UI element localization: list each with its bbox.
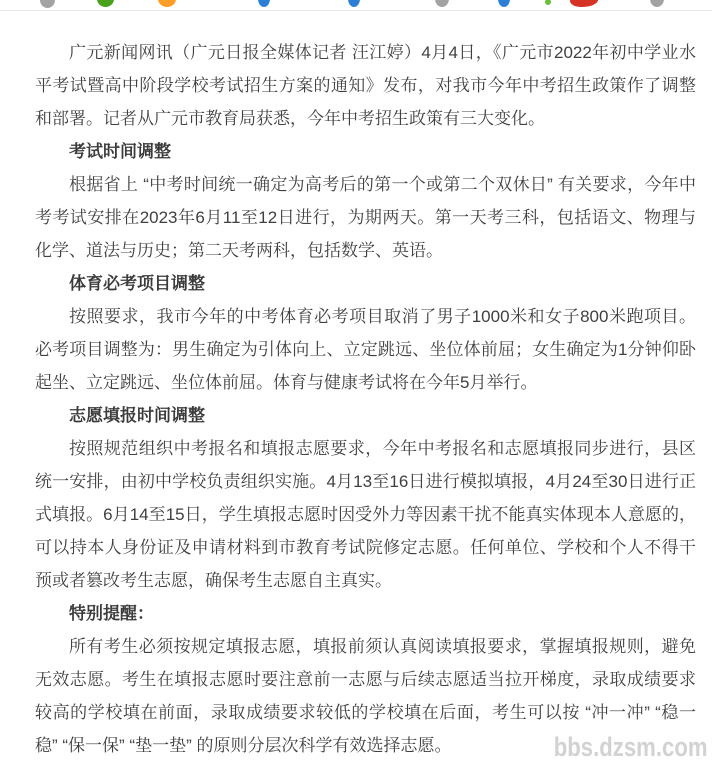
share-icon-gray-2[interactable] bbox=[435, 0, 449, 7]
section-heading: 志愿填报时间调整 bbox=[69, 406, 205, 425]
article-paragraph: 所有考生必须按规定填报志愿，填报前须认真阅读填报要求，掌握填报规则，避免无效志愿。考生在填报志愿时要注意前一志愿与后续志愿适当拉开梯度，录取成绩要求较高的学校填在前面，录取成绩要求较低的学校填在后面，考生可以按 “冲一冲” “稳一稳” “保一保” “垫一垫” 的原则分层次科学有效选择志愿。 bbox=[35, 637, 696, 755]
share-icon-blue-3[interactable] bbox=[498, 0, 510, 7]
section-heading: 特别提醒： bbox=[69, 604, 154, 623]
share-icon-blue-1[interactable] bbox=[258, 0, 270, 7]
share-icon-gray-1[interactable] bbox=[40, 0, 55, 8]
article-body bbox=[0, 11, 712, 762]
share-icon-green[interactable] bbox=[97, 0, 114, 7]
article-paragraph: 根据省上 “中考时间统一确定为高考后的第一个或第二个双休日” 有关要求，今年中考考试安排在2023年6月11至12日进行，为期两天。第一天考三科，包括语文、物理与化学、道法与历史；第二天考两科，包括数学、英语。 bbox=[35, 175, 696, 260]
share-icon-blue-2[interactable] bbox=[348, 0, 360, 7]
article-paragraph: 广元新闻网讯（广元日报全媒体记者 汪江婷）4月4日，《广元市2022年初中学业水平考试暨高中阶段学校考试招生方案的通知》发布，对我市今年中考招生政策作了调整和部署。记者从广元市教育局获悉，今年中考招生政策有三大变化。 bbox=[35, 43, 696, 128]
article-paragraph: 按照规范组织中考报名和填报志愿要求，今年中考报名和志愿填报同步进行，县区统一安排，由初中学校负责组织实施。4月13至16日进行模拟填报，4月24至30日进行正式填报。6月14至15日，学生填报志愿时因受外力等因素干扰不能真实体现本人意愿的，可以持本人身份证及申请材料到市教育考试院修定志愿。任何单位、学校和个人不得干预或者篡改考生志愿，确保考生志愿自主真实。 bbox=[35, 439, 696, 590]
share-icon-orange[interactable] bbox=[158, 0, 176, 7]
article-paragraph: 按照要求，我市今年的中考体育必考项目取消了男子1000米和女子800米跑项目。必考项目调整为：男生确定为引体向上、立定跳远、坐位体前屈；女生确定为1分钟仰卧起坐、立定跳远、坐位体前屈。体育与健康考试将在今年5月举行。 bbox=[35, 307, 696, 392]
share-toolbar bbox=[0, 0, 712, 10]
section-heading: 考试时间调整 bbox=[69, 142, 171, 161]
section-heading: 体育必考项目调整 bbox=[69, 274, 205, 293]
share-icon-gray-3[interactable] bbox=[650, 0, 664, 7]
share-icon-red[interactable] bbox=[569, 0, 599, 9]
watermark-bbs-dzsm: bbs.dzsm.com bbox=[554, 732, 708, 762]
share-icon-dot[interactable] bbox=[545, 0, 551, 5]
